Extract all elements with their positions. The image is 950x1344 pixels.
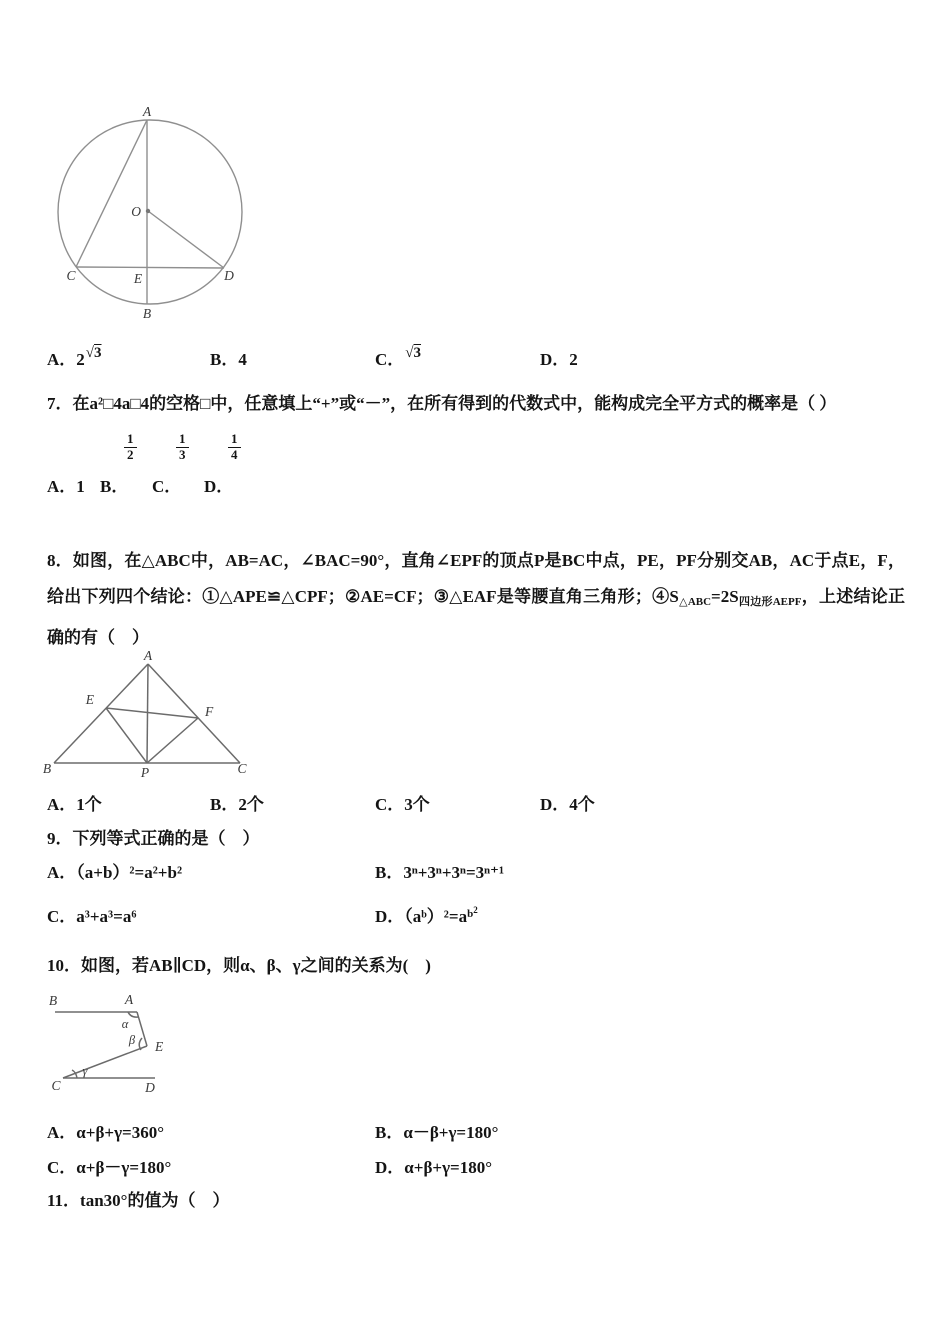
denominator: 3 — [179, 446, 186, 462]
fig3-label-e: E — [155, 1039, 164, 1054]
q8-options-row — [0, 790, 950, 818]
q9-text: 9．下列等式正确的是（ ） — [47, 829, 260, 848]
fraction-one-quarter — [228, 432, 241, 463]
numerator: 1 — [176, 432, 189, 448]
q7-text: 7．在a²□4a□4的空格□中，任意填上“+”或“－”，在所有得到的代数式中，能构成完全平方式的概率是（ ） — [47, 394, 837, 413]
q11-text: 11．tan30°的值为（ ） — [47, 1191, 230, 1210]
fig1-label-a: A — [142, 105, 152, 119]
q8-text-mid: =2S — [711, 587, 739, 606]
q8-text-tail: ，上述结论正确的有（ ） — [47, 587, 905, 647]
q7-option-c: C． — [152, 477, 182, 496]
q8-option-d: D．4个 — [540, 795, 595, 814]
q8-text-head: 8．如图，在△ABC中，AB=AC，∠BAC=90°，直角∠EPF的顶点P是BC中点，PE，PF分别交AB，AC于点E，F，给出下列四个结论：①△APE≌△CPF；②AE=CF；③△EAF是等腰直角三角形；④S — [47, 551, 905, 606]
q8-text — [47, 543, 905, 656]
q8-option-c: C．3个 — [375, 795, 430, 814]
fig3-label-beta: β — [128, 1033, 136, 1047]
sqrt-radical — [86, 345, 102, 361]
center-point-o — [146, 209, 150, 213]
figure-parallel-lines-angles — [45, 988, 210, 1096]
q10-option-a: A．α+β+γ=360° — [47, 1123, 165, 1142]
q8-subscript-aepf: 四边形AEPF — [738, 596, 802, 608]
fraction-one-half — [124, 432, 137, 463]
exponent-b: b — [467, 908, 474, 920]
q10-option-b: B．α－β+γ=180° — [375, 1123, 499, 1142]
fig3-label-d: D — [145, 1080, 155, 1095]
q8-option-a: A．1个 — [47, 795, 102, 814]
figure-triangle-geometry — [42, 650, 267, 782]
fig2-label-c: C — [237, 761, 247, 776]
q8-option-b: B．2个 — [210, 795, 264, 814]
q6-option-c — [375, 345, 421, 370]
q9-options-row-2 — [0, 902, 950, 930]
q8-subscript-abc: △ABC — [678, 596, 712, 608]
q6-option-a-label: A．2 — [47, 350, 85, 369]
q7-option-b: B． — [100, 477, 129, 496]
q9-option-a: A．（a+b）²=a²+b² — [47, 863, 183, 882]
q10-text: 10．如图，若AB∥CD，则α、β、γ之间的关系为( ) — [47, 956, 431, 975]
q9-option-b: B．3ⁿ+3ⁿ+3ⁿ=3ⁿ⁺¹ — [375, 863, 505, 882]
fig1-label-b: B — [142, 306, 152, 321]
denominator: 2 — [127, 446, 134, 462]
q7-options-row — [0, 472, 950, 500]
fig2-label-b: B — [42, 761, 52, 776]
fig2-label-e: E — [85, 692, 94, 707]
fig3-label-gamma: γ — [82, 1064, 88, 1078]
sqrt-sign: √ — [85, 345, 95, 361]
fig1-label-e: E — [133, 271, 143, 286]
numerator: 1 — [228, 432, 241, 448]
fig1-label-c: C — [66, 268, 76, 283]
fig1-label-o: O — [131, 204, 141, 219]
q10-option-c: C．α+β－γ=180° — [47, 1158, 172, 1177]
fig2-label-a: A — [143, 650, 153, 663]
fig3-label-b: B — [48, 993, 58, 1008]
radicand: 3 — [413, 345, 422, 361]
q9-option-d-prefix: D．（aᵇ）²=a — [375, 907, 468, 926]
fig3-label-a: A — [124, 992, 134, 1007]
q6-option-b: B．4 — [210, 350, 247, 369]
q7-option-a: A．1 — [47, 477, 85, 496]
fig2-label-f: F — [205, 704, 214, 719]
sqrt-radical — [405, 345, 421, 361]
q9-options-row-1 — [0, 858, 950, 886]
q9-option-c: C．a³+a³=a⁶ — [47, 907, 137, 926]
radicand: 3 — [94, 345, 102, 361]
q10-option-d: D．α+β+γ=180° — [375, 1158, 493, 1177]
fig3-label-alpha: α — [121, 1017, 129, 1031]
q9-option-d — [375, 902, 478, 927]
q6-option-a — [47, 345, 102, 370]
q10-options-row-1 — [0, 1118, 950, 1146]
exponent-2: 2 — [473, 905, 478, 915]
fig3-label-c: C — [51, 1078, 61, 1093]
q7-option-d: D． — [204, 477, 234, 496]
sqrt-sign: √ — [405, 345, 414, 361]
q6-option-c-label: C． — [375, 350, 405, 369]
fig2-label-p: P — [140, 765, 150, 780]
q10-options-row-2 — [0, 1153, 950, 1181]
fraction-one-third — [176, 432, 189, 463]
q6-options-row — [0, 345, 950, 373]
figure-circle-geometry — [55, 105, 275, 323]
denominator: 4 — [231, 446, 238, 462]
q6-option-d: D．2 — [540, 350, 578, 369]
fig1-label-d: D — [224, 268, 234, 283]
numerator: 1 — [124, 432, 137, 448]
